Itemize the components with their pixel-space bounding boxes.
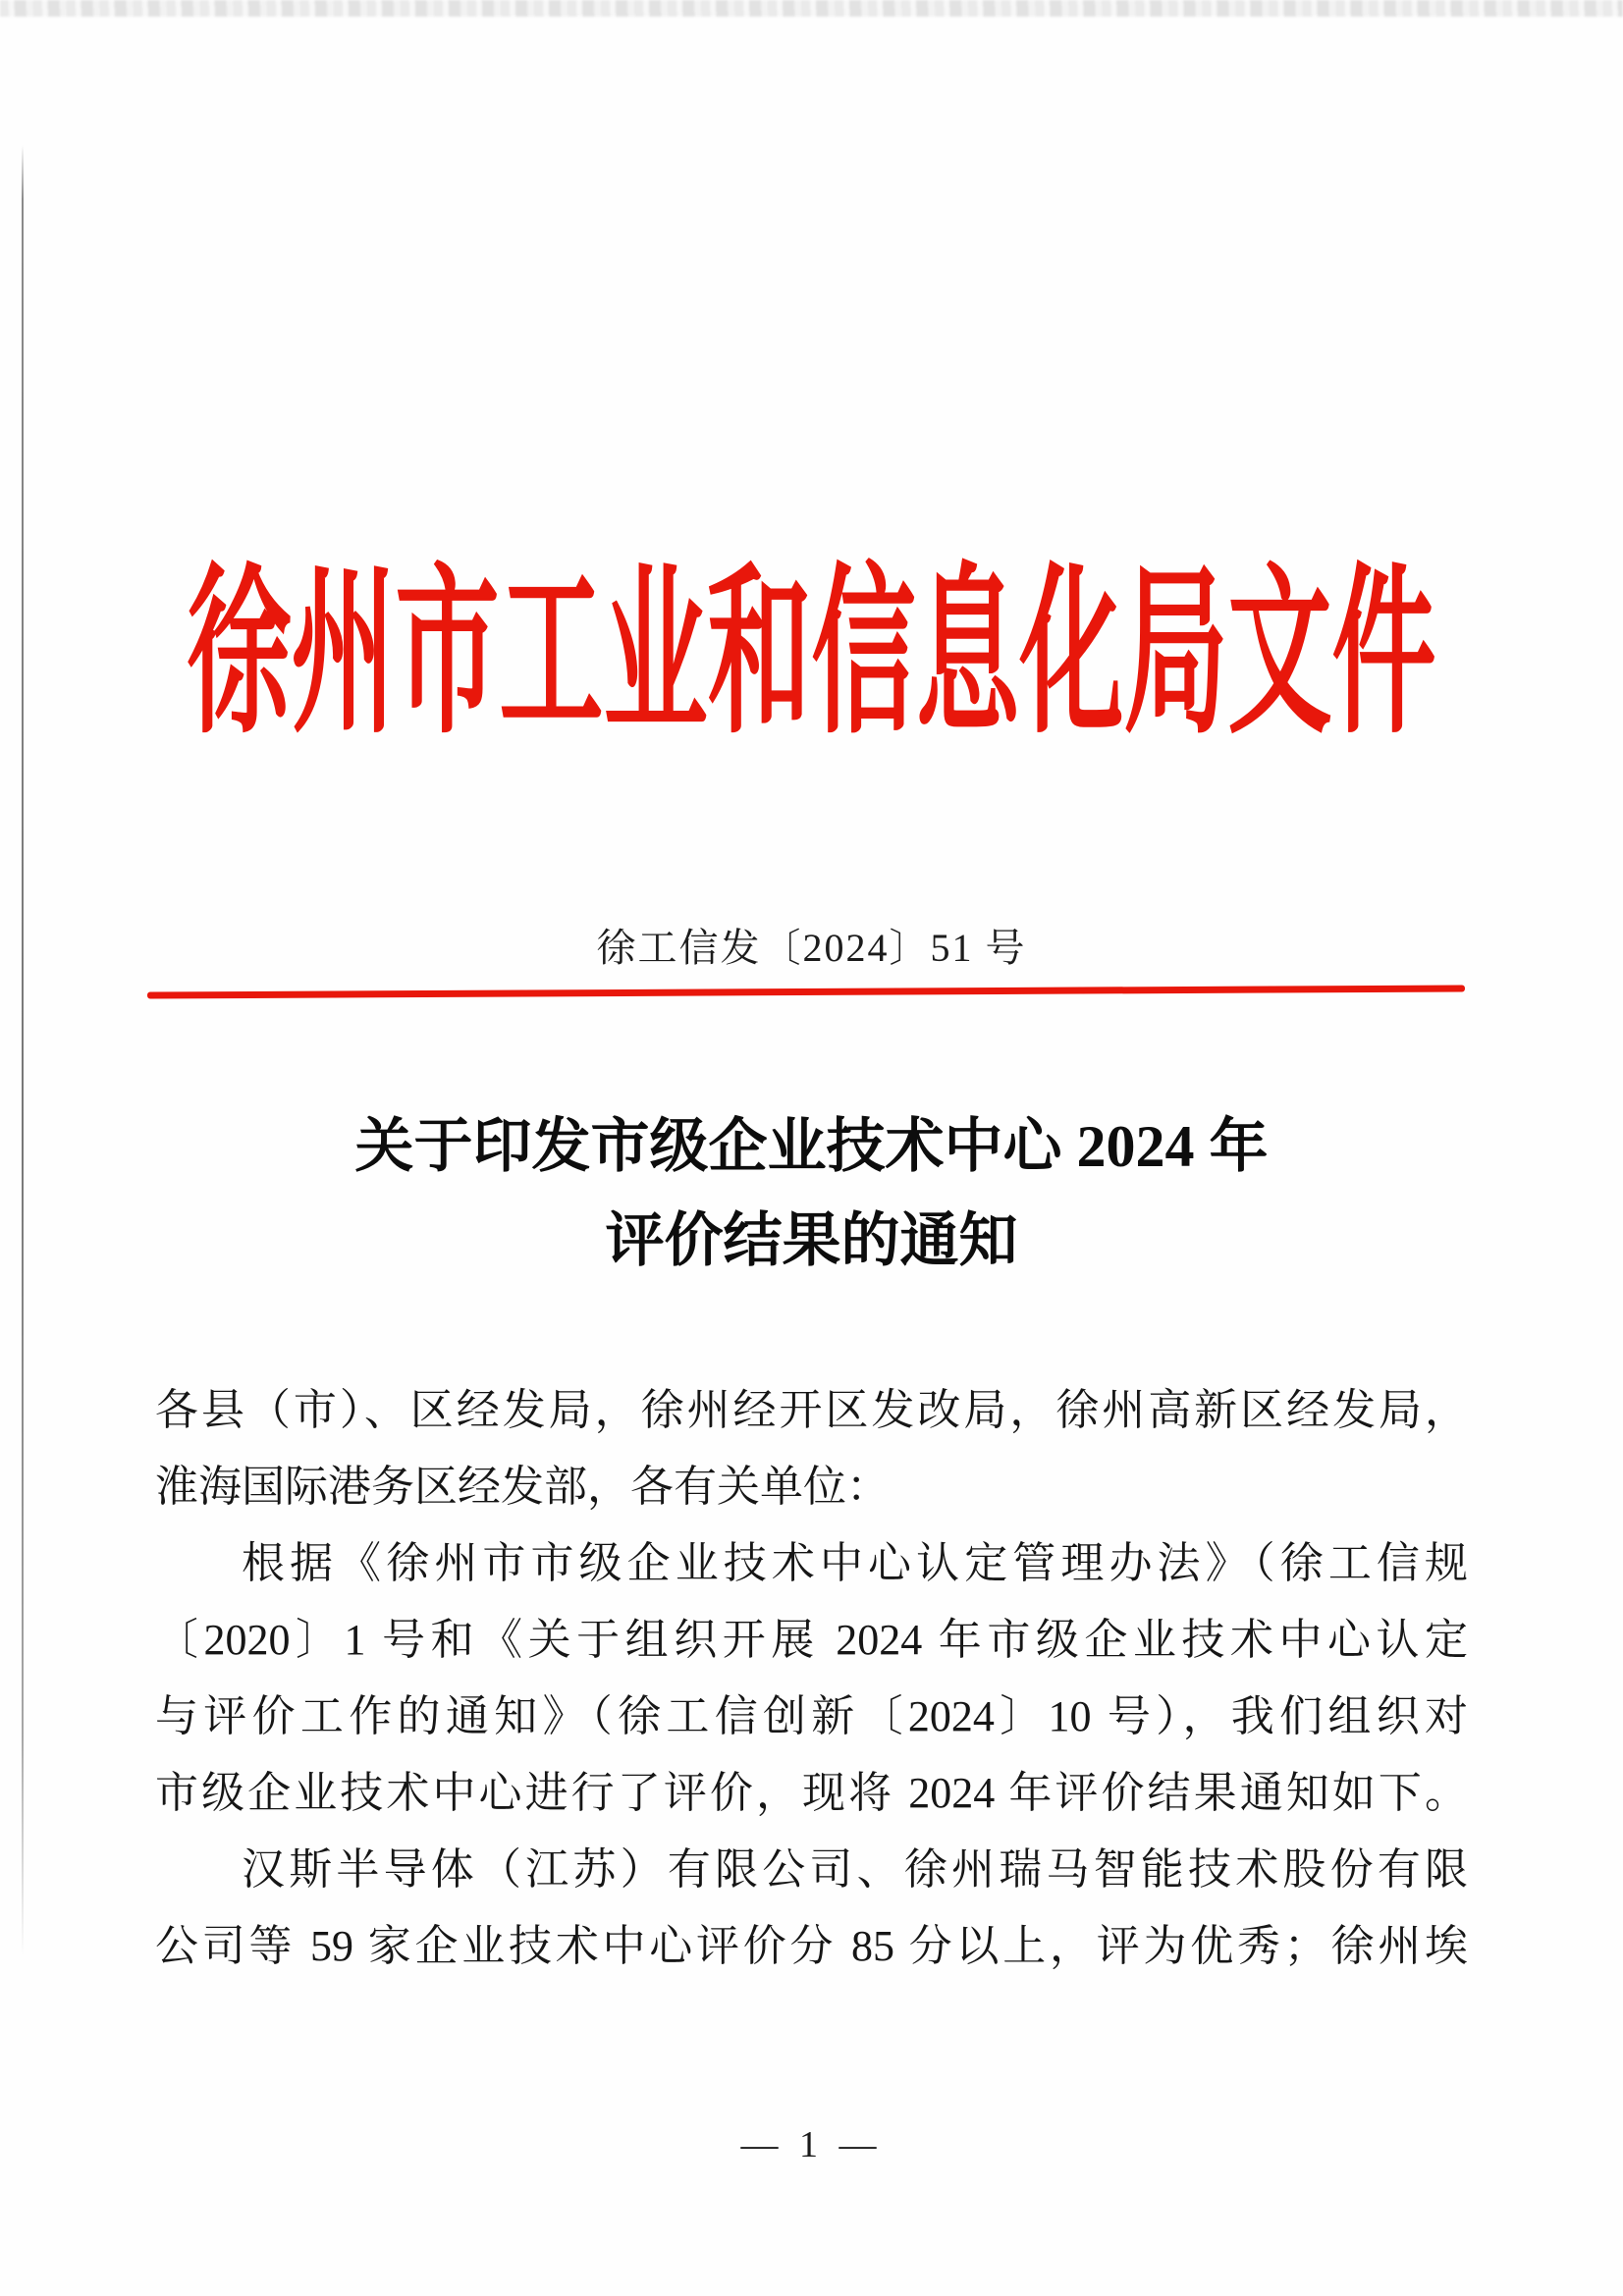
body-line: 根据《徐州市市级企业技术中心认定管理办法》（徐工信规	[242, 1539, 1468, 1587]
scan-artifact-vertical-line	[22, 145, 24, 1956]
red-divider-line	[147, 985, 1465, 998]
body-line: 各县（市）、区经发局，徐州经开区发改局，徐州高新区经发局，	[155, 1386, 1468, 1434]
body-line: 〔2020〕1 号和《关于组织开展 2024 年市级企业技术中心认定	[155, 1616, 1468, 1664]
document-title-line-1: 关于印发市级企业技术中心 2024 年	[354, 1114, 1269, 1179]
page-number: — 1 —	[740, 2124, 883, 2165]
document-number: 徐工信发〔2024〕51 号	[596, 926, 1027, 970]
body-line: 与评价工作的通知》（徐工信创新〔2024〕10 号），我们组织对	[155, 1692, 1468, 1740]
document-title	[0, 1099, 1623, 1288]
agency-masthead	[0, 535, 1623, 755]
document-title-line-2: 评价结果的通知	[605, 1208, 1018, 1273]
agency-masthead-text: 徐州市工业和信息化局文件	[187, 554, 1436, 755]
body-line: 汉斯半导体（江苏）有限公司、徐州瑞马智能技术股份有限	[242, 1845, 1468, 1894]
document-body	[155, 1372, 1468, 1985]
body-line: 公司等 59 家企业技术中心评价分 85 分以上，评为优秀；徐州埃	[155, 1922, 1468, 1970]
body-line: 市级企业技术中心进行了评价，现将 2024 年评价结果通知如下。	[155, 1769, 1468, 1817]
scan-noise-top-edge	[0, 0, 1623, 17]
body-line: 淮海国际港务区经发部，各有关单位：	[155, 1463, 890, 1511]
